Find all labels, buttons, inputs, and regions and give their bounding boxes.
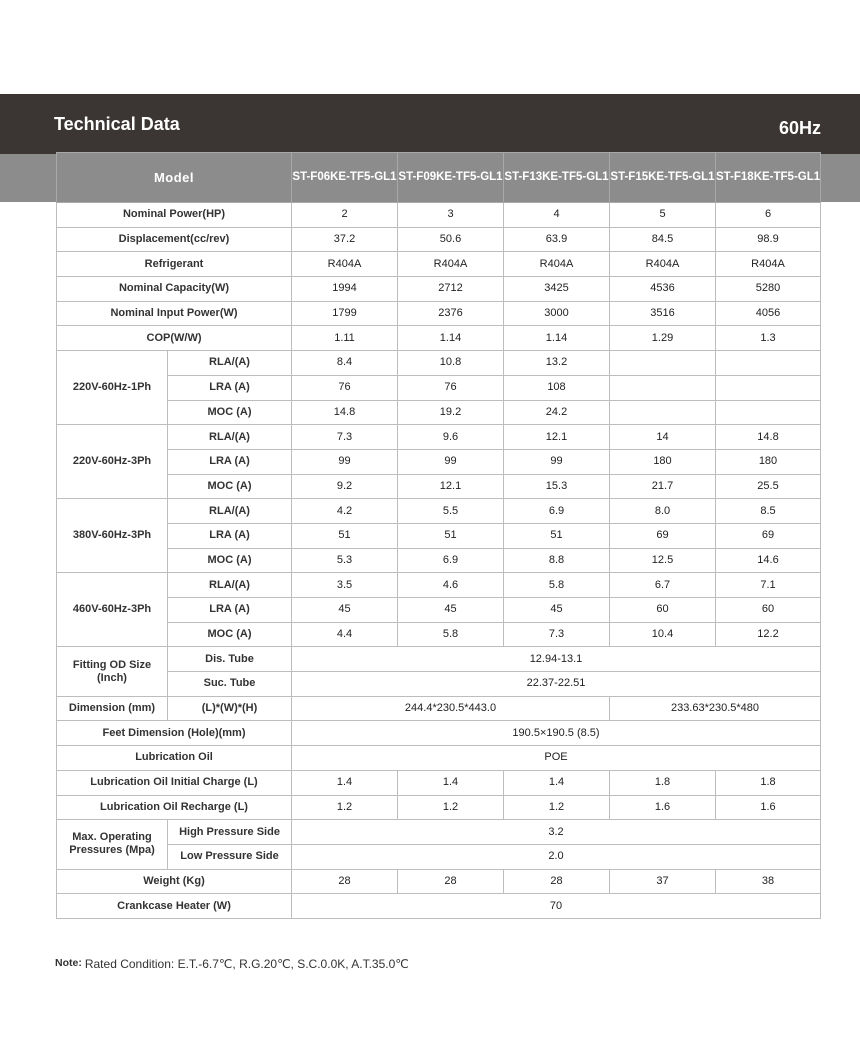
table-row xyxy=(57,523,821,548)
cell: 45 xyxy=(504,598,610,623)
cell: 3.2 xyxy=(292,820,821,845)
sub-label: Low Pressure Side xyxy=(168,844,292,869)
table-row xyxy=(57,894,821,919)
cell: 12.94-13.1 xyxy=(292,647,821,672)
cell: 1994 xyxy=(292,277,398,302)
cell: 6.9 xyxy=(398,548,504,573)
cell: 76 xyxy=(398,375,504,400)
table-row xyxy=(57,499,821,524)
cell: 60 xyxy=(716,598,821,623)
cell: R404A xyxy=(398,252,504,277)
cell: 108 xyxy=(504,375,610,400)
cell: 21.7 xyxy=(610,474,716,499)
cell: 180 xyxy=(610,449,716,474)
row-label: Dimension (mm) xyxy=(57,696,168,721)
cell: 38 xyxy=(716,869,821,894)
cell: 3516 xyxy=(610,301,716,326)
cell: 1.6 xyxy=(716,795,821,820)
table-row xyxy=(57,203,821,228)
table-row xyxy=(57,326,821,351)
table-row xyxy=(57,400,821,425)
technical-data-table xyxy=(56,152,821,919)
cell: 1.11 xyxy=(292,326,398,351)
cell xyxy=(610,375,716,400)
sub-label: RLA/(A) xyxy=(168,425,292,450)
row-label: Lubrication Oil xyxy=(57,746,292,771)
table-row xyxy=(57,622,821,647)
cell xyxy=(716,375,821,400)
cell: 4056 xyxy=(716,301,821,326)
cell: 2712 xyxy=(398,277,504,302)
table-row xyxy=(57,573,821,598)
cell: 99 xyxy=(504,449,610,474)
group-label: Fitting OD Size (Inch) xyxy=(57,647,168,696)
model-name: ST-F09KE-TF5-GL1 xyxy=(398,153,504,203)
sub-label: LRA (A) xyxy=(168,523,292,548)
cell: 6.7 xyxy=(610,573,716,598)
row-label: Crankcase Heater (W) xyxy=(57,894,292,919)
cell: 4.2 xyxy=(292,499,398,524)
sub-label: LRA (A) xyxy=(168,598,292,623)
cell: 3.5 xyxy=(292,573,398,598)
cell: 4.6 xyxy=(398,573,504,598)
cell: 28 xyxy=(292,869,398,894)
sub-label: MOC (A) xyxy=(168,474,292,499)
sub-label: LRA (A) xyxy=(168,375,292,400)
cell: 12.2 xyxy=(716,622,821,647)
cell: 14 xyxy=(610,425,716,450)
cell: 84.5 xyxy=(610,227,716,252)
cell: 7.3 xyxy=(504,622,610,647)
sub-label: LRA (A) xyxy=(168,449,292,474)
cell: R404A xyxy=(292,252,398,277)
cell: 50.6 xyxy=(398,227,504,252)
sub-label: MOC (A) xyxy=(168,548,292,573)
cell: 1.2 xyxy=(292,795,398,820)
cell: 244.4*230.5*443.0 xyxy=(292,696,610,721)
cell: 4.4 xyxy=(292,622,398,647)
model-row xyxy=(57,153,821,203)
sub-label: (L)*(W)*(H) xyxy=(168,696,292,721)
table-row xyxy=(57,672,821,697)
model-name: ST-F13KE-TF5-GL1 xyxy=(504,153,610,203)
cell: 2 xyxy=(292,203,398,228)
cell: 63.9 xyxy=(504,227,610,252)
table-row xyxy=(57,301,821,326)
row-label: Lubrication Oil Initial Charge (L) xyxy=(57,770,292,795)
table-row xyxy=(57,770,821,795)
cell: 7.3 xyxy=(292,425,398,450)
cell: 69 xyxy=(716,523,821,548)
cell: 13.2 xyxy=(504,351,610,376)
cell: 37 xyxy=(610,869,716,894)
cell xyxy=(610,400,716,425)
sub-label: Dis. Tube xyxy=(168,647,292,672)
cell: 1.2 xyxy=(398,795,504,820)
cell: 22.37-22.51 xyxy=(292,672,821,697)
cell: 180 xyxy=(716,449,821,474)
sub-label: RLA/(A) xyxy=(168,351,292,376)
cell: 8.8 xyxy=(504,548,610,573)
group-label: 460V-60Hz-3Ph xyxy=(57,573,168,647)
cell: 2.0 xyxy=(292,844,821,869)
cell: 14.8 xyxy=(716,425,821,450)
note-text: Rated Condition: E.T.-6.7℃, R.G.20℃, S.C.0.0K, A.T.35.0℃ xyxy=(84,957,409,971)
cell: 5.5 xyxy=(398,499,504,524)
footnote xyxy=(55,957,409,971)
table-row xyxy=(57,721,821,746)
cell: 98.9 xyxy=(716,227,821,252)
group-label: 380V-60Hz-3Ph xyxy=(57,499,168,573)
cell: 8.0 xyxy=(610,499,716,524)
sub-label: MOC (A) xyxy=(168,400,292,425)
table-row xyxy=(57,844,821,869)
cell: 5.3 xyxy=(292,548,398,573)
table-row xyxy=(57,869,821,894)
cell: 4536 xyxy=(610,277,716,302)
table-row xyxy=(57,227,821,252)
cell: 51 xyxy=(398,523,504,548)
sub-label: RLA/(A) xyxy=(168,499,292,524)
cell: 233.63*230.5*480 xyxy=(610,696,821,721)
cell: 8.4 xyxy=(292,351,398,376)
cell: 12.1 xyxy=(398,474,504,499)
cell: POE xyxy=(292,746,821,771)
cell: 5.8 xyxy=(504,573,610,598)
cell xyxy=(716,351,821,376)
cell: 1.3 xyxy=(716,326,821,351)
cell: 9.6 xyxy=(398,425,504,450)
cell: R404A xyxy=(610,252,716,277)
cell: 5.8 xyxy=(398,622,504,647)
model-name: ST-F06KE-TF5-GL1 xyxy=(292,153,398,203)
cell: 9.2 xyxy=(292,474,398,499)
cell: 190.5×190.5 (8.5) xyxy=(292,721,821,746)
table-row xyxy=(57,647,821,672)
model-label: Model xyxy=(57,153,292,203)
row-label: Nominal Capacity(W) xyxy=(57,277,292,302)
cell: 8.5 xyxy=(716,499,821,524)
sub-label: RLA/(A) xyxy=(168,573,292,598)
row-label: Feet Dimension (Hole)(mm) xyxy=(57,721,292,746)
cell: 1.4 xyxy=(504,770,610,795)
cell: 7.1 xyxy=(716,573,821,598)
cell: 6.9 xyxy=(504,499,610,524)
cell: 3425 xyxy=(504,277,610,302)
cell: 1.29 xyxy=(610,326,716,351)
cell: 69 xyxy=(610,523,716,548)
cell: 25.5 xyxy=(716,474,821,499)
sub-label: High Pressure Side xyxy=(168,820,292,845)
table-row xyxy=(57,449,821,474)
cell: 28 xyxy=(504,869,610,894)
cell: 99 xyxy=(292,449,398,474)
table-row xyxy=(57,277,821,302)
frequency-label: 60Hz xyxy=(778,118,821,138)
model-name: ST-F15KE-TF5-GL1 xyxy=(610,153,716,203)
cell: 70 xyxy=(292,894,821,919)
cell: R404A xyxy=(716,252,821,277)
cell: 10.4 xyxy=(610,622,716,647)
cell: 19.2 xyxy=(398,400,504,425)
cell: 1.8 xyxy=(716,770,821,795)
cell: 1.14 xyxy=(398,326,504,351)
cell: R404A xyxy=(504,252,610,277)
cell: 45 xyxy=(398,598,504,623)
cell: 10.8 xyxy=(398,351,504,376)
cell: 1.4 xyxy=(292,770,398,795)
table-row xyxy=(57,795,821,820)
cell: 3 xyxy=(398,203,504,228)
cell: 5280 xyxy=(716,277,821,302)
row-label: Nominal Power(HP) xyxy=(57,203,292,228)
table-row xyxy=(57,820,821,845)
row-label: COP(W/W) xyxy=(57,326,292,351)
group-label: Max. Operating Pressures (Mpa) xyxy=(57,820,168,869)
cell: 1.4 xyxy=(398,770,504,795)
row-label: Refrigerant xyxy=(57,252,292,277)
cell: 1.8 xyxy=(610,770,716,795)
cell: 60 xyxy=(610,598,716,623)
table-row xyxy=(57,351,821,376)
sub-label: Suc. Tube xyxy=(168,672,292,697)
cell: 24.2 xyxy=(504,400,610,425)
table-row xyxy=(57,746,821,771)
row-label: Lubrication Oil Recharge (L) xyxy=(57,795,292,820)
table-row xyxy=(57,425,821,450)
cell: 99 xyxy=(398,449,504,474)
header-band xyxy=(0,94,860,154)
cell: 76 xyxy=(292,375,398,400)
cell xyxy=(716,400,821,425)
cell: 51 xyxy=(292,523,398,548)
group-label: 220V-60Hz-3Ph xyxy=(57,425,168,499)
cell: 3000 xyxy=(504,301,610,326)
row-label: Nominal Input Power(W) xyxy=(57,301,292,326)
cell: 6 xyxy=(716,203,821,228)
cell: 14.8 xyxy=(292,400,398,425)
note-label: Note: xyxy=(55,957,82,969)
cell: 14.6 xyxy=(716,548,821,573)
cell: 1.2 xyxy=(504,795,610,820)
table-row xyxy=(57,375,821,400)
sub-label: MOC (A) xyxy=(168,622,292,647)
page-title: Technical Data xyxy=(54,114,180,134)
cell: 12.1 xyxy=(504,425,610,450)
cell: 1799 xyxy=(292,301,398,326)
cell: 5 xyxy=(610,203,716,228)
cell xyxy=(610,351,716,376)
cell: 1.6 xyxy=(610,795,716,820)
cell: 1.14 xyxy=(504,326,610,351)
table-row xyxy=(57,474,821,499)
table-row xyxy=(57,252,821,277)
model-name: ST-F18KE-TF5-GL1 xyxy=(716,153,821,203)
cell: 51 xyxy=(504,523,610,548)
table-row xyxy=(57,598,821,623)
cell: 37.2 xyxy=(292,227,398,252)
cell: 28 xyxy=(398,869,504,894)
cell: 12.5 xyxy=(610,548,716,573)
group-label: 220V-60Hz-1Ph xyxy=(57,351,168,425)
row-label: Weight (Kg) xyxy=(57,869,292,894)
cell: 4 xyxy=(504,203,610,228)
cell: 2376 xyxy=(398,301,504,326)
table-row xyxy=(57,548,821,573)
cell: 45 xyxy=(292,598,398,623)
table-row xyxy=(57,696,821,721)
row-label: Displacement(cc/rev) xyxy=(57,227,292,252)
cell: 15.3 xyxy=(504,474,610,499)
